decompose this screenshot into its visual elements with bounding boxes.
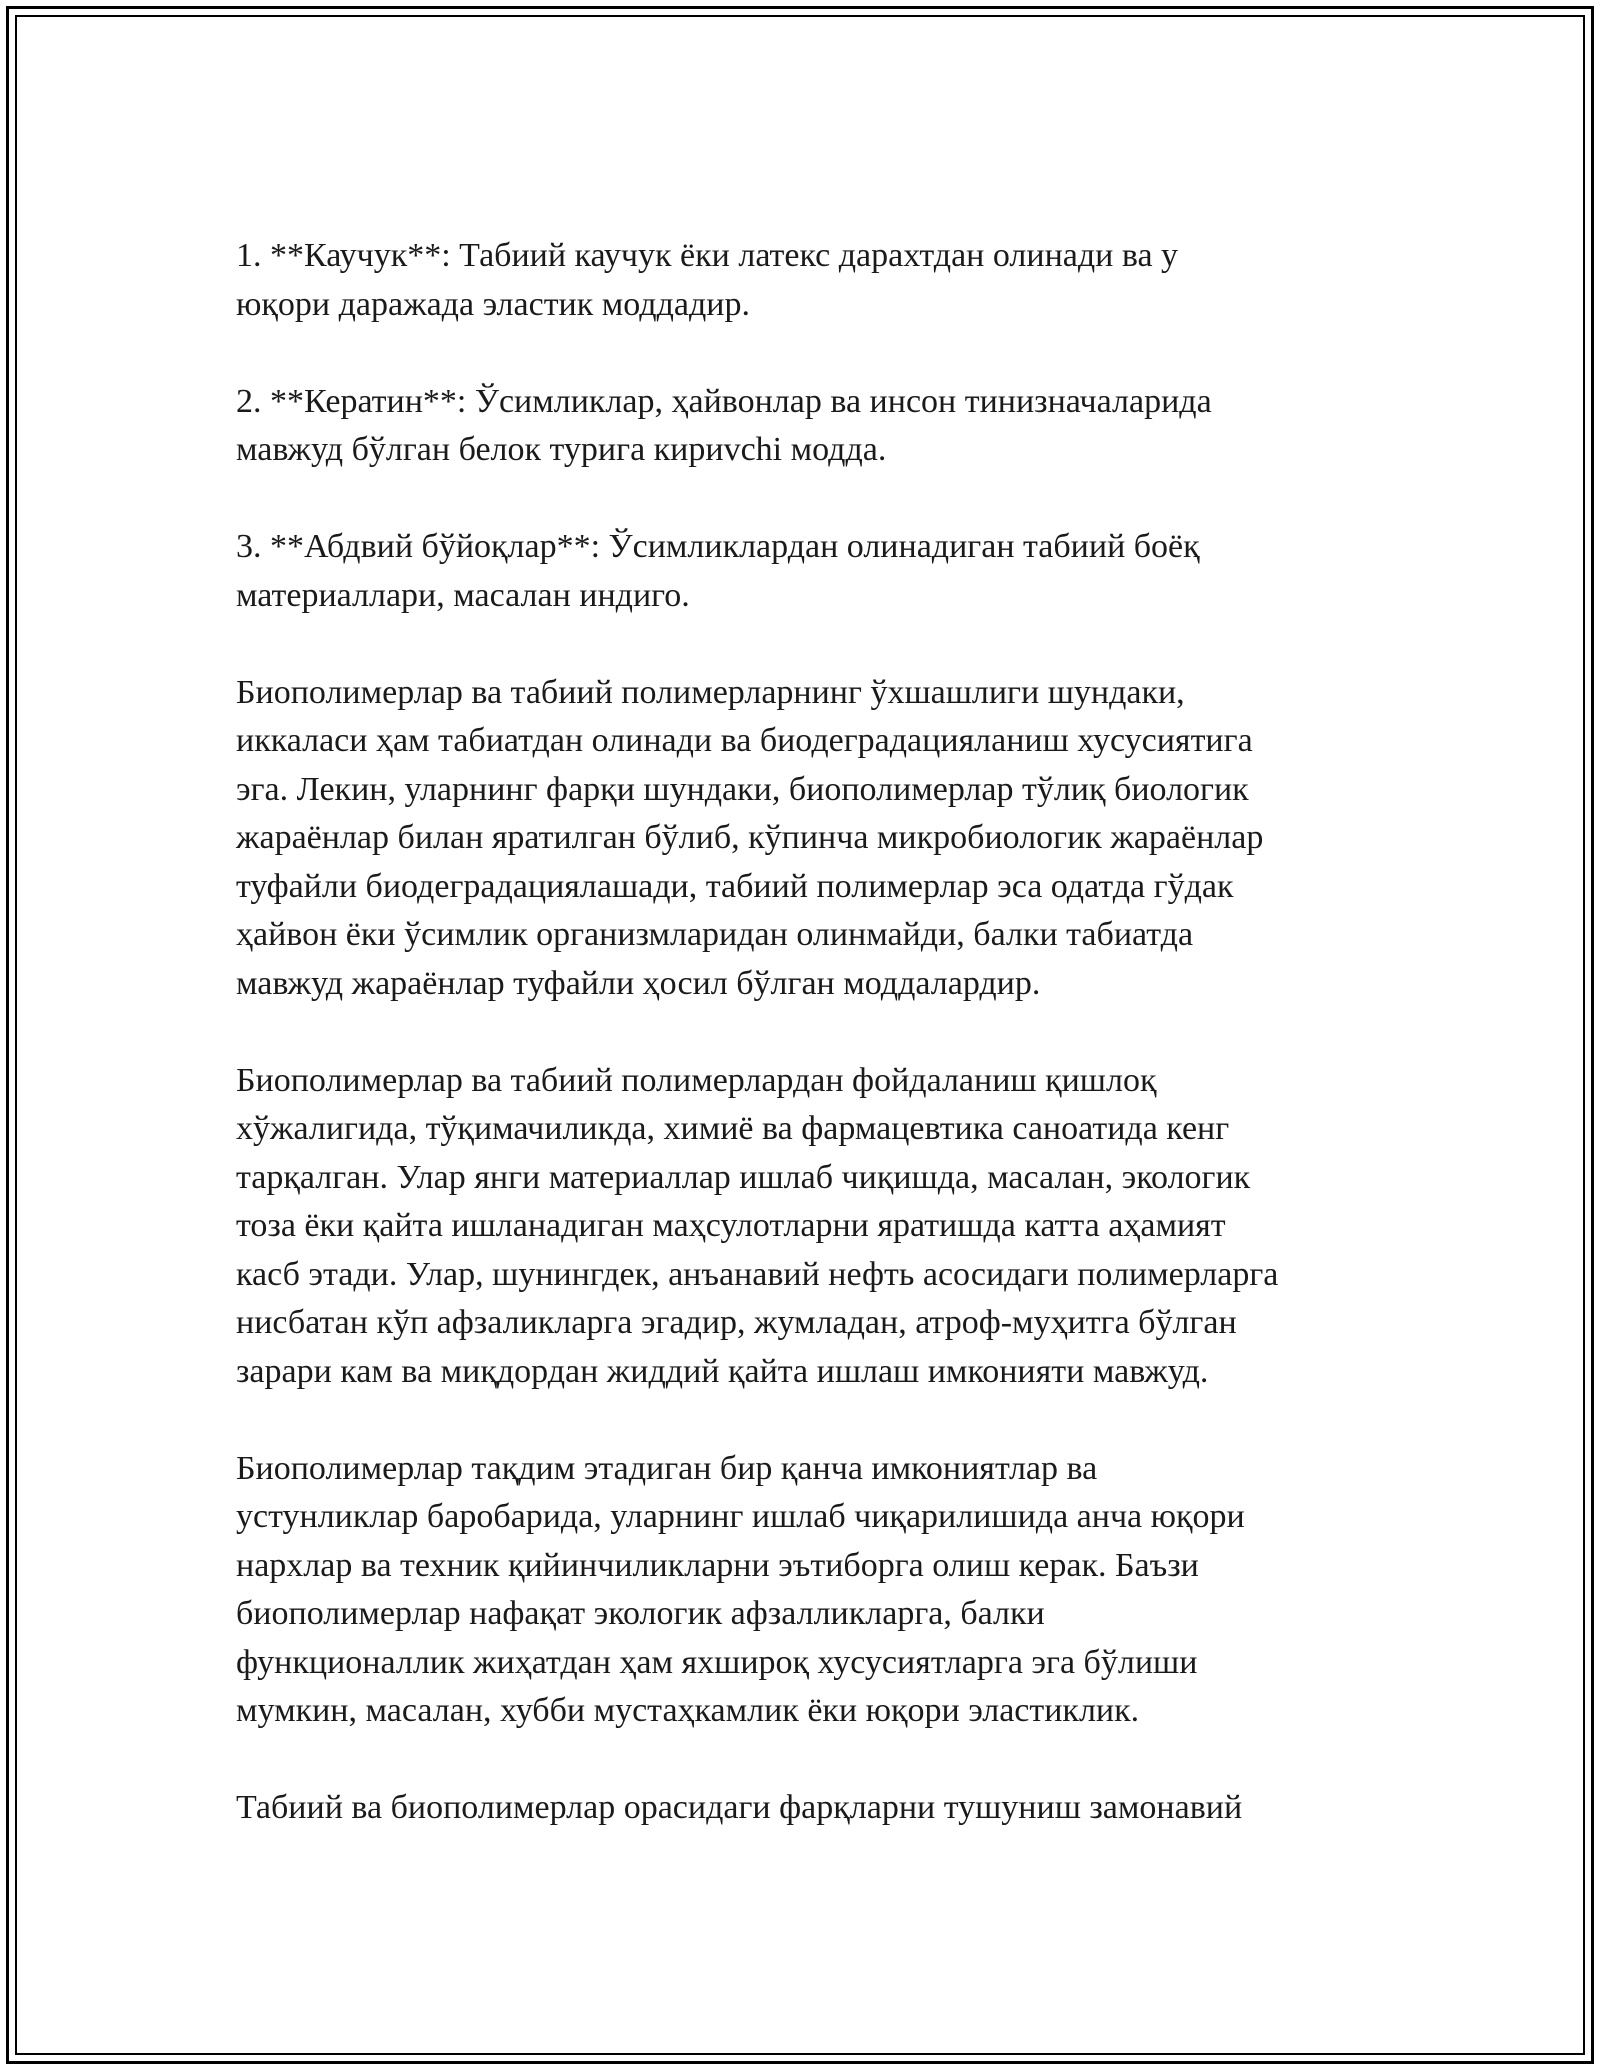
paragraph-advantages: Биополимерлар тақдим этадиган бир қанча имкониятлар ва устунликлар баробарида, уларнинг ишлаб чиқарилишида анча юқори нархлар ва техник қийинчиликларни эътиборга олиш керак. Баъзи биополимерлар нафақат экологик афзалликларга, балки функционаллик жиҳатдан ҳам яхшироқ хусусиятларга эга бўлиши мумкин, масалан, хубби мустаҳкамлик ёки юқори эластиклик. (236, 1449, 1245, 1729)
paragraph-usage: Биополимерлар ва табиий полимерлардан фойдаланиш қишлоқ хўжалигида, тўқимачиликда, химиё ва фармацевтика саноатида кенг тарқалган. Улар янги материаллар ишлаб чиқишда, масалан, экологик тоза ёки қайта ишланадиган маҳсулотларни яратишда катта аҳамият касб этади. Улар, шунингдек, анъанавий нефть асосидаги полимерларга нисбатан кўп афзаликларга эгадир, жумладан, атроф-муҳитга бўлган зарари кам ва миқдордан жиддий қайта ишлаш имконияти мавжуд. (236, 1061, 1279, 1390)
list-item-dyes: 3. **Абдвий бўйоқлар**: Ўсимликлардан олинадиган табиий боёқ материаллари, масалан индиго. (236, 528, 1200, 614)
paragraph-similarity: Биополимерлар ва табиий полимерларнинг ўхшашлиги шундаки, иккаласи ҳам табиатдан олинади ва биодеградацияланиш хусусиятига эга. Лекин, уларнинг фарқи шундаки, биополимерлар тўлиқ биологик жараёнлар билан яратилган бўлиб, кўпинча микробиологик жараёнлар туфайли биодеградациялашади, табиий полимерлар эса одатда гўдак ҳайвон ёки ўсимлик организмларидан олинмайди, балки табиатда мавжуд жараёнлар туфайли ҳосил бўлган моддалардир. (236, 673, 1264, 1002)
list-item-keratin: 2. **Кератин**: Ўсимликлар, ҳайвонлар ва инсон тинизначаларида мавжуд бўлган белок турига кириvchi модда. (236, 382, 1212, 468)
list-item-rubber: 1. **Каучук**: Табиий каучук ёки латекс дарахтдан олинади ва у юқори даражада эластик моддадир. (236, 237, 1179, 323)
paragraph-conclusion: Табиий ва биополимерлар орасидаги фарқларни тушуниш замонавий (236, 1789, 1243, 1826)
document-body (236, 232, 1386, 1833)
